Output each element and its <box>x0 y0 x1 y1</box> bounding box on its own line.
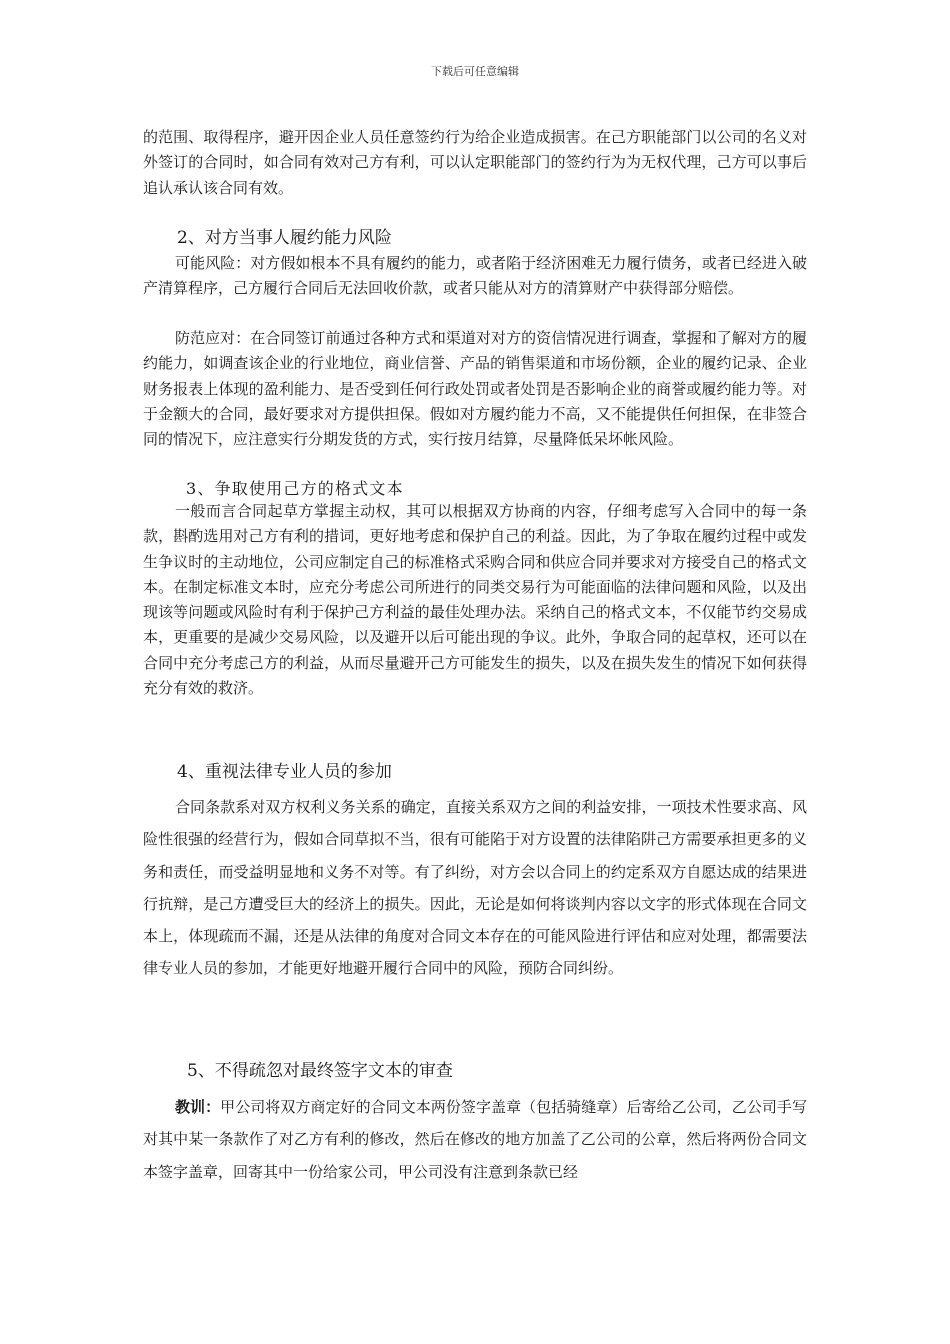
paragraph-possible-risk: 可能风险：对方假如根本不具有履约的能力，或者陷于经济困难无力履行债务，或者已经进入破产清算程序，己方履行合同后无法回收价款，或者只能从对方的清算财产中获得部分赔偿。 <box>143 254 807 298</box>
lesson-body: 甲公司将双方商定好的合同文本两份签字盖章（包括骑缝章）后寄给乙公司，乙公司手写对其中某一条款作了对乙方有利的修改，然后在修改的地方加盖了乙公司的公章，然后将两份合同文本签字盖章，回寄其中一份给家公司，甲公司没有注意到条款已经 <box>143 1098 807 1181</box>
paragraph-legal-professionals: 合同条款系对双方权利义务关系的确定，直接关系双方之间的利益安排，一项技术性要求高、风险性很强的经营行为，假如合同草拟不当，很有可能陷于对方设置的法律陷阱己方需要承担更多的义务和责任，而受益明显地和义务不对等。有了纠纷，对方会以合同上的约定系双方自愿达成的结果进行抗辩，是己方遭受巨大的经济上的损失。因此，无论是如何将谈判内容以文字的形式体现在合同文本上，体现疏而不漏，还是从法律的角度对合同文本存在的可能风险进行评估和应对处理，都需要法律专业人员的参加，才能更好地避开履行合同中的风险，预防合同纠纷。 <box>143 798 807 978</box>
heading-final-text-review: 5、不得疏忽对最终签字文本的审查 <box>187 1061 453 1081</box>
page-header: 下载后可任意编辑 <box>431 65 519 78</box>
paragraph-prevention: 防范应对：在合同签订前通过各种方式和渠道对对方的资信情况进行调查，掌握和了解对方的履约能力，如调查该企业的行业地位，商业信誉、产品的销售渠道和市场份额，企业的履约记录、企业财务报表上体现的盈利能力、是否受到任何行政处罚或者处罚是否影响企业的商誉或履约能力等。对于金额大的合同，最好要求对方提供担保。假如对方履约能力不高，又不能提供任何担保，在非签合同的情况下，应注意实行分期发货的方式，实行按月结算，尽量降低呆坏帐风险。 <box>143 329 807 449</box>
heading-counterparty-risk: 2、对方当事人履约能力风险 <box>177 228 392 248</box>
paragraph-intro: 的范围、取得程序，避开因企业人员任意签约行为给企业造成损害。在己方职能部门以公司的名义对外签订的合同时，如合同有效对己方有利，可以认定职能部门的签约行为为无权代理，己方可以事后追认承认该合同有效。 <box>143 128 807 197</box>
lesson-label: 教训： <box>175 1098 221 1116</box>
heading-own-format-text: 3、争取使用己方的格式文本 <box>186 479 404 498</box>
paragraph-lesson <box>143 1091 807 1188</box>
heading-legal-professionals: 4、重视法律专业人员的参加 <box>177 762 392 782</box>
paragraph-format-text: 一般而言合同起草方掌握主动权，其可以根据双方协商的内容，仔细考虑写入合同中的每一条款，斟酌选用对己方有利的措词，更好地考虑和保护自己的利益。因此，为了争取在履约过程中或发生争议时的主动地位，公司应制定自己的标准格式采购合同和供应合同并要求对方接受自己的格式文本。在制定标准文本时，应充分考虑公司所进行的同类交易行为可能面临的法律问题和风险，以及出现该等问题或风险时有利于保护己方利益的最佳处理办法。采纳自己的格式文本，不仅能节约交易成本，更重要的是减少交易风险，以及避开以后可能出现的争议。此外，争取合同的起草权，还可以在合同中充分考虑己方的利益，从而尽量避开己方可能发生的损失，以及在损失发生的情况下如何获得充分有效的救济。 <box>143 502 807 698</box>
